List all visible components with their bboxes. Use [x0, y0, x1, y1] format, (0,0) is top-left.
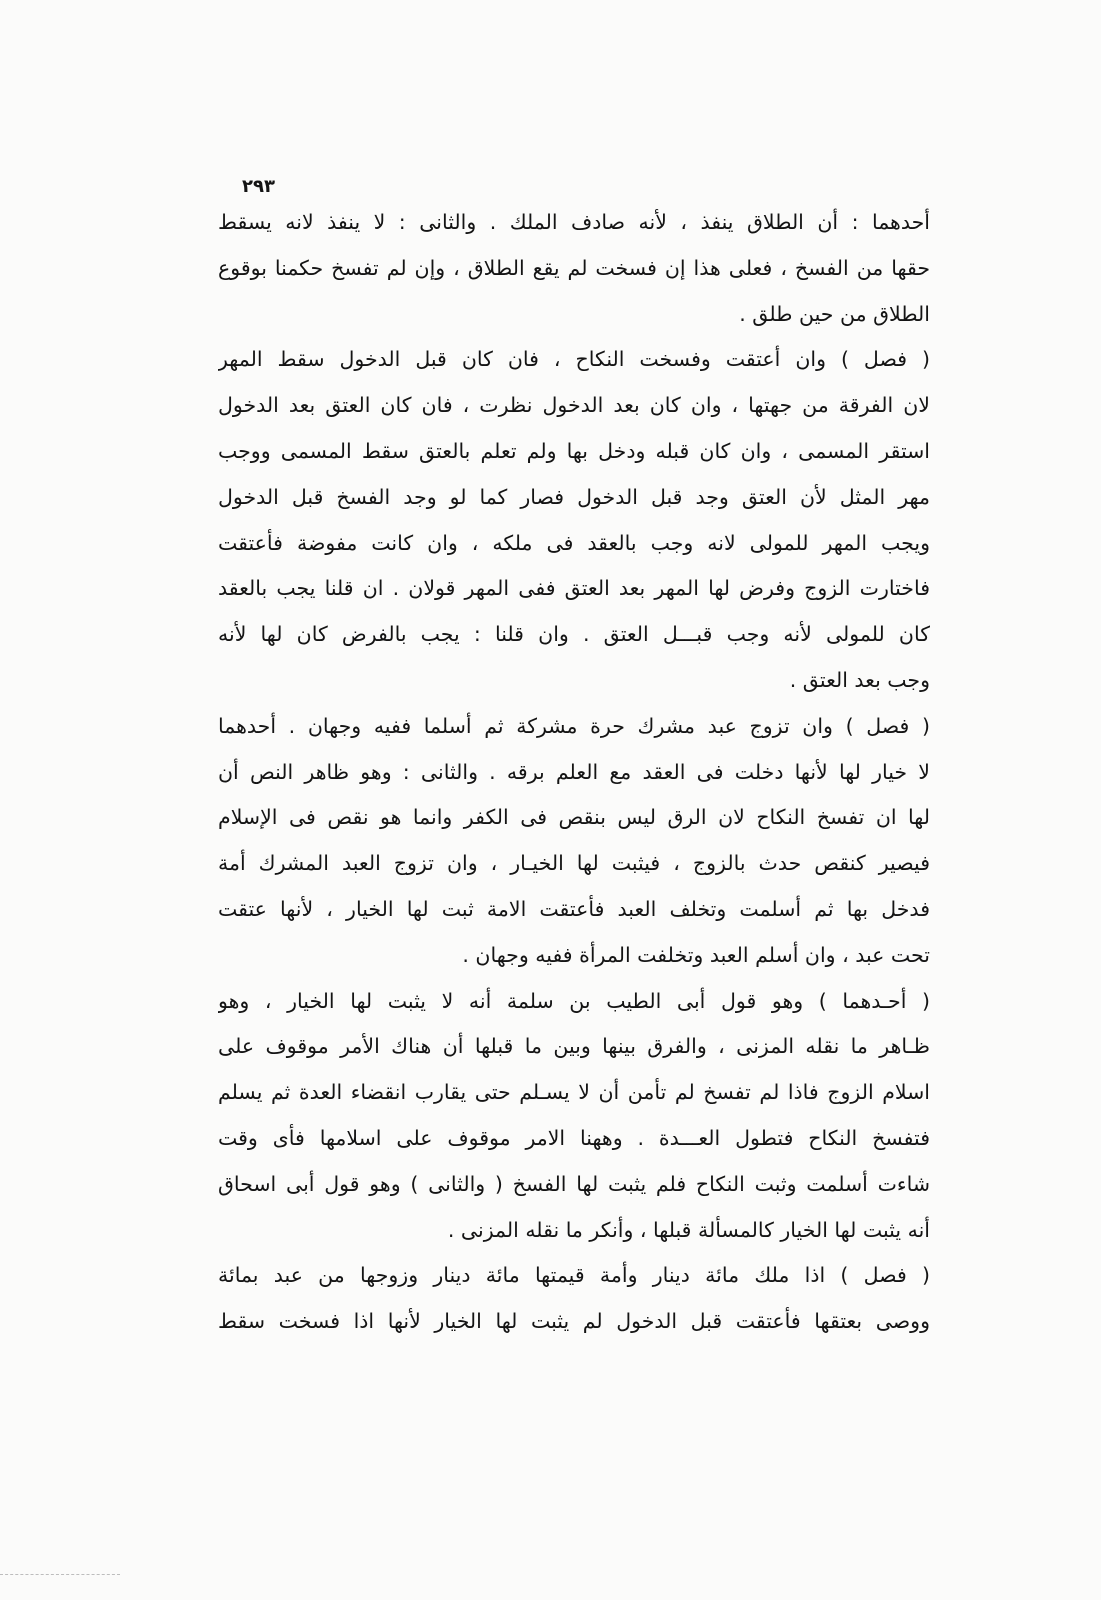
text-line: تحت عبد ، وان أسلم العبد وتخلفت المرأة ففيه وجهان . [462, 942, 930, 967]
text-line: ظـاهر ما نقله المزنى ، والفرق بينها وبين ما قبلها أن هناك الأمر موقوف على [218, 1034, 930, 1059]
text-line: فدخل بها ثم أسلمت وتخلف العبد فأعتقت الامة ثبت لها الخيار ، لأنها عتقت [218, 896, 930, 921]
text-line: ووصى بعتقها فأعتقت قبل الدخول لم يثبت لها الخيار لأنها اذا فسخت سقط [218, 1309, 930, 1334]
text-line: أنه يثبت لها الخيار كالمسألة قبلها ، وأنكر ما نقله المزنى . [447, 1217, 930, 1242]
text-line: حقها من الفسخ ، فعلى هذا إن فسخت لم يقع الطلاق ، وإن لم تفسخ حكمنا بوقوع [218, 255, 930, 280]
text-line: ( أحـدهما ) وهو قول أبى الطيب بن سلمة أنه لا يثبت لها الخيار ، وهو [218, 988, 930, 1013]
scan-edge-mark [0, 1574, 120, 1576]
text-line: فتفسخ النكاح فتطول العـــدة . وههنا الامر موقوف على اسلامها فأى وقت [218, 1125, 930, 1150]
text-line: أحدهما : أن الطلاق ينفذ ، لأنه صادف الملك . والثانى : لا ينفذ لانه يسقط [218, 210, 930, 234]
text-line: فاختارت الزوج وفرض لها المهر بعد العتق ففى المهر قولان . ان قلنا يجب بالعقد [218, 576, 930, 601]
text-line: لا خيار لها لأنها دخلت فى العقد مع العلم برقه . والثانى : وهو ظاهر النص أن [218, 759, 930, 784]
text-line: لها ان تفسخ النكاح لان الرق ليس بنقص فى الكفر وانما هو نقص فى الإسلام [218, 805, 930, 830]
text-line: كان للمولى لأنه وجب قبـــل العتق . وان قلنا : يجب بالفرض كان لها لأنه [218, 622, 930, 647]
text-line: اسلام الزوج فاذا لم تفسخ لم تأمن أن لا يسـلم حتى يقارب انقضاء العدة ثم يسلم [218, 1080, 930, 1105]
text-line: وجب بعد العتق . [789, 667, 930, 692]
text-line: فيصير كنقص حدث بالزوج ، فيثبت لها الخيـار ، وان تزوج العبد المشرك أمة [218, 851, 930, 876]
text-line: ( فصل ) وان تزوج عبد مشرك حرة مشركة ثم أسلما ففيه وجهان . أحدهما [218, 713, 930, 738]
text-line: مهر المثل لأن العتق وجد قبل الدخول فصار كما لو وجد الفسخ قبل الدخول [218, 484, 930, 509]
text-line: استقر المسمى ، وان كان قبله ودخل بها ولم تعلم بالعتق سقط المسمى ووجب [218, 438, 930, 463]
text-line: الطلاق من حين طلق . [739, 301, 930, 326]
body-text [218, 200, 930, 1345]
text-line: شاءت أسلمت وثبت النكاح فلم يثبت لها الفسخ ( والثانى ) وهو قول أبى اسحاق [218, 1171, 930, 1196]
text-line: ( فصل ) اذا ملك مائة دينار وأمة قيمتها مائة دينار وزوجها من عبد بمائة [218, 1263, 930, 1288]
text-line: لان الفرقة من جهتها ، وان كان بعد الدخول نظرت ، فان كان العتق بعد الدخول [218, 393, 930, 418]
text-line: ( فصل ) وان أعتقت وفسخت النكاح ، فان كان قبل الدخول سقط المهر [218, 347, 930, 372]
page-number: ٢٩٣ [242, 176, 275, 197]
text-line: ويجب المهر للمولى لانه وجب بالعقد فى ملكه ، وان كانت مفوضة فأعتقت [218, 530, 930, 555]
